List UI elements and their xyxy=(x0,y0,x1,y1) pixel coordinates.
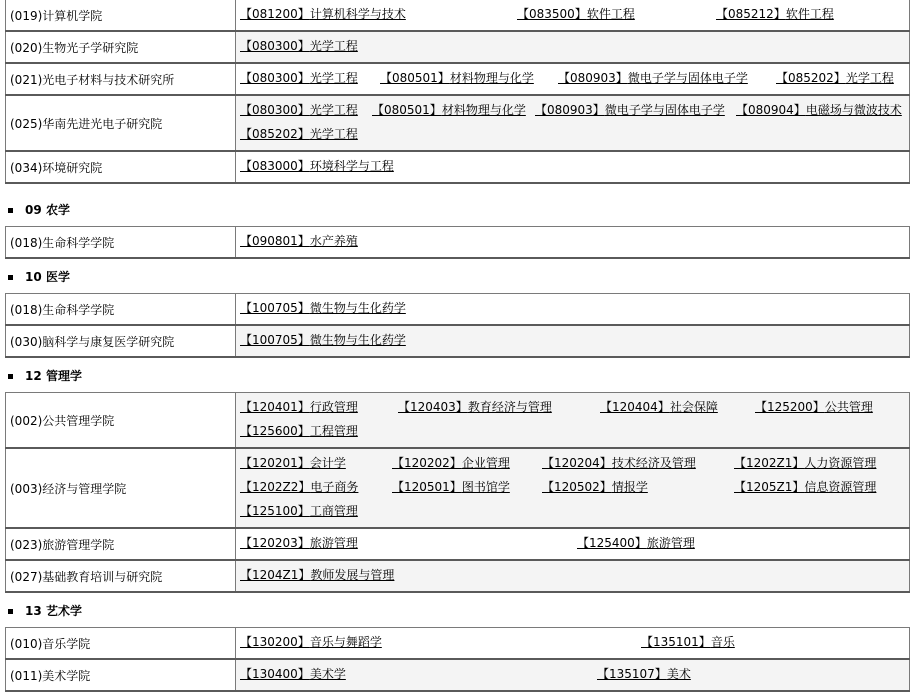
major-code: 【120502】 xyxy=(542,480,612,494)
major-code: 【080300】 xyxy=(240,39,310,53)
major-link[interactable] xyxy=(398,400,552,414)
major-name: 光学工程 xyxy=(309,71,358,85)
major-name: 光学工程 xyxy=(845,71,894,85)
table-row xyxy=(6,95,910,151)
section-code: 09 xyxy=(25,203,42,217)
major-name: 微电子学与固体电子学 xyxy=(627,71,748,85)
major-link[interactable] xyxy=(716,7,834,21)
major-name: 电磁场与微波技术 xyxy=(805,103,902,117)
major-name: 软件工程 xyxy=(586,7,635,21)
major-link[interactable] xyxy=(542,480,648,494)
major-code: 【080501】 xyxy=(380,71,450,85)
section-code: 10 xyxy=(25,270,42,284)
major-link[interactable] xyxy=(372,103,526,117)
major-link[interactable] xyxy=(240,127,358,141)
major-link[interactable] xyxy=(755,400,873,414)
major-code: 【120202】 xyxy=(392,456,462,470)
section-header xyxy=(0,268,917,286)
institute-name: (003)经济与管理学院 xyxy=(6,448,236,528)
major-code: 【120204】 xyxy=(542,456,612,470)
major-link[interactable] xyxy=(240,424,358,438)
institute-name: (018)生命科学学院 xyxy=(6,294,236,326)
section-header xyxy=(0,602,917,620)
majors-cell xyxy=(236,0,910,31)
major-name: 信息资源管理 xyxy=(804,480,877,494)
major-code: 【081200】 xyxy=(240,7,310,21)
major-name: 微生物与生化药学 xyxy=(309,301,406,315)
major-code: 【080501】 xyxy=(372,103,442,117)
major-link[interactable] xyxy=(380,71,534,85)
section-header xyxy=(0,201,917,219)
institute-name: (002)公共管理学院 xyxy=(6,393,236,449)
majors-cell xyxy=(236,560,910,592)
major-code: 【120403】 xyxy=(398,400,468,414)
major-name: 音乐与舞蹈学 xyxy=(309,635,382,649)
bullet-icon xyxy=(8,275,13,280)
major-name: 企业管理 xyxy=(461,456,510,470)
major-link[interactable] xyxy=(597,667,691,681)
section-name: 医学 xyxy=(46,270,71,284)
majors-cell xyxy=(236,628,910,660)
major-link[interactable] xyxy=(240,536,358,550)
institute-table xyxy=(5,226,910,259)
major-link[interactable] xyxy=(240,504,358,518)
major-name: 软件工程 xyxy=(785,7,834,21)
major-link[interactable] xyxy=(240,667,346,681)
major-code: 【100705】 xyxy=(240,301,310,315)
major-link[interactable] xyxy=(734,456,876,470)
major-link[interactable] xyxy=(535,103,725,117)
major-code: 【1204Z1】 xyxy=(240,568,311,582)
section-name: 艺术学 xyxy=(46,604,83,618)
major-link[interactable] xyxy=(776,71,894,85)
major-link[interactable] xyxy=(734,480,876,494)
major-code: 【1202Z1】 xyxy=(734,456,805,470)
major-code: 【120404】 xyxy=(600,400,670,414)
majors-cell xyxy=(236,528,910,560)
institute-name: (025)华南先进光电子研究院 xyxy=(6,95,236,151)
major-code: 【120203】 xyxy=(240,536,310,550)
major-code: 【130200】 xyxy=(240,635,310,649)
section-code: 13 xyxy=(25,604,42,618)
bullet-icon xyxy=(8,374,13,379)
major-name: 人力资源管理 xyxy=(804,456,877,470)
major-code: 【1202Z2】 xyxy=(240,480,311,494)
major-link[interactable] xyxy=(240,480,358,494)
major-link[interactable] xyxy=(240,39,358,53)
major-name: 光学工程 xyxy=(309,127,358,141)
major-name: 计算机科学与技术 xyxy=(309,7,406,21)
major-link[interactable] xyxy=(600,400,718,414)
major-code: 【135107】 xyxy=(597,667,667,681)
institute-name: (018)生命科学学院 xyxy=(6,227,236,259)
institute-table xyxy=(5,627,910,692)
major-link[interactable] xyxy=(240,301,406,315)
major-link[interactable] xyxy=(240,234,358,248)
table-row xyxy=(6,528,910,560)
institute-table xyxy=(5,0,910,184)
section-name: 管理学 xyxy=(46,369,83,383)
major-link[interactable] xyxy=(240,400,358,414)
major-name: 电子商务 xyxy=(310,480,359,494)
major-code: 【125400】 xyxy=(577,536,647,550)
major-code: 【090801】 xyxy=(240,234,310,248)
section-header xyxy=(0,367,917,385)
major-name: 美术学 xyxy=(309,667,346,681)
major-name: 教育经济与管理 xyxy=(467,400,552,414)
majors-cell xyxy=(236,294,910,326)
major-code: 【1205Z1】 xyxy=(734,480,805,494)
bullet-icon xyxy=(8,609,13,614)
major-code: 【120501】 xyxy=(392,480,462,494)
major-name: 音乐 xyxy=(710,635,735,649)
major-code: 【130400】 xyxy=(240,667,310,681)
major-name: 旅游管理 xyxy=(646,536,695,550)
major-name: 公共管理 xyxy=(824,400,873,414)
major-name: 图书馆学 xyxy=(461,480,510,494)
institute-name: (027)基础教育培训与研究院 xyxy=(6,560,236,592)
majors-cell xyxy=(236,393,910,449)
major-code: 【135101】 xyxy=(641,635,711,649)
table-row xyxy=(6,0,910,31)
majors-cell xyxy=(236,448,910,528)
major-link[interactable] xyxy=(240,71,358,85)
majors-cell xyxy=(236,325,910,357)
major-code: 【080903】 xyxy=(558,71,628,85)
major-code: 【085202】 xyxy=(776,71,846,85)
institute-name: (011)美术学院 xyxy=(6,659,236,691)
major-link[interactable] xyxy=(542,456,696,470)
major-link[interactable] xyxy=(641,635,735,649)
majors-cell xyxy=(236,95,910,151)
major-code: 【083500】 xyxy=(517,7,587,21)
major-link[interactable] xyxy=(240,456,346,470)
major-code: 【080904】 xyxy=(736,103,806,117)
major-code: 【100705】 xyxy=(240,333,310,347)
institute-name: (019)计算机学院 xyxy=(6,0,236,31)
major-name: 行政管理 xyxy=(309,400,358,414)
table-row xyxy=(6,628,910,660)
institute-table xyxy=(5,392,910,593)
table-row xyxy=(6,63,910,95)
institute-name: (034)环境研究院 xyxy=(6,151,236,183)
major-name: 技术经济及管理 xyxy=(611,456,696,470)
major-name: 材料物理与化学 xyxy=(449,71,534,85)
major-link[interactable] xyxy=(240,7,406,21)
table-row xyxy=(6,31,910,63)
major-name: 美术 xyxy=(666,667,691,681)
major-name: 旅游管理 xyxy=(309,536,358,550)
major-link[interactable] xyxy=(240,103,358,117)
major-name: 微电子学与固体电子学 xyxy=(604,103,725,117)
table-row xyxy=(6,448,910,528)
major-code: 【120201】 xyxy=(240,456,310,470)
major-link[interactable] xyxy=(240,568,394,582)
major-name: 情报学 xyxy=(611,480,648,494)
section-code: 12 xyxy=(25,369,42,383)
major-code: 【080903】 xyxy=(535,103,605,117)
major-code: 【125200】 xyxy=(755,400,825,414)
institute-table xyxy=(5,293,910,358)
major-name: 光学工程 xyxy=(309,103,358,117)
section-name: 农学 xyxy=(46,203,71,217)
major-name: 教师发展与管理 xyxy=(310,568,395,582)
majors-cell xyxy=(236,31,910,63)
table-row xyxy=(6,325,910,357)
major-code: 【085202】 xyxy=(240,127,310,141)
major-code: 【083000】 xyxy=(240,159,310,173)
major-code: 【125100】 xyxy=(240,504,310,518)
major-code: 【125600】 xyxy=(240,424,310,438)
major-name: 环境科学与工程 xyxy=(309,159,394,173)
major-code: 【080300】 xyxy=(240,103,310,117)
table-row xyxy=(6,227,910,259)
table-row xyxy=(6,560,910,592)
major-name: 工程管理 xyxy=(309,424,358,438)
institute-name: (030)脑科学与康复医学研究院 xyxy=(6,325,236,357)
major-code: 【120401】 xyxy=(240,400,310,414)
major-name: 会计学 xyxy=(309,456,346,470)
institute-name: (023)旅游管理学院 xyxy=(6,528,236,560)
institute-name: (021)光电子材料与技术研究所 xyxy=(6,63,236,95)
major-name: 工商管理 xyxy=(309,504,358,518)
major-name: 水产养殖 xyxy=(309,234,358,248)
table-row xyxy=(6,659,910,691)
table-row xyxy=(6,393,910,449)
major-link[interactable] xyxy=(240,333,406,347)
major-name: 光学工程 xyxy=(309,39,358,53)
majors-cell xyxy=(236,659,910,691)
major-link[interactable] xyxy=(392,456,510,470)
major-link[interactable] xyxy=(240,635,382,649)
bullet-icon xyxy=(8,208,13,213)
major-name: 材料物理与化学 xyxy=(441,103,526,117)
table-row xyxy=(6,294,910,326)
major-link[interactable] xyxy=(577,536,695,550)
major-name: 社会保障 xyxy=(669,400,718,414)
major-link[interactable] xyxy=(392,480,510,494)
major-code: 【085212】 xyxy=(716,7,786,21)
table-row xyxy=(6,151,910,183)
majors-cell xyxy=(236,151,910,183)
major-link[interactable] xyxy=(736,103,902,117)
major-link[interactable] xyxy=(240,159,394,173)
institute-name: (010)音乐学院 xyxy=(6,628,236,660)
institute-name: (020)生物光子学研究院 xyxy=(6,31,236,63)
major-name: 微生物与生化药学 xyxy=(309,333,406,347)
major-link[interactable] xyxy=(558,71,748,85)
majors-cell xyxy=(236,227,910,259)
major-link[interactable] xyxy=(517,7,635,21)
majors-cell xyxy=(236,63,910,95)
major-code: 【080300】 xyxy=(240,71,310,85)
